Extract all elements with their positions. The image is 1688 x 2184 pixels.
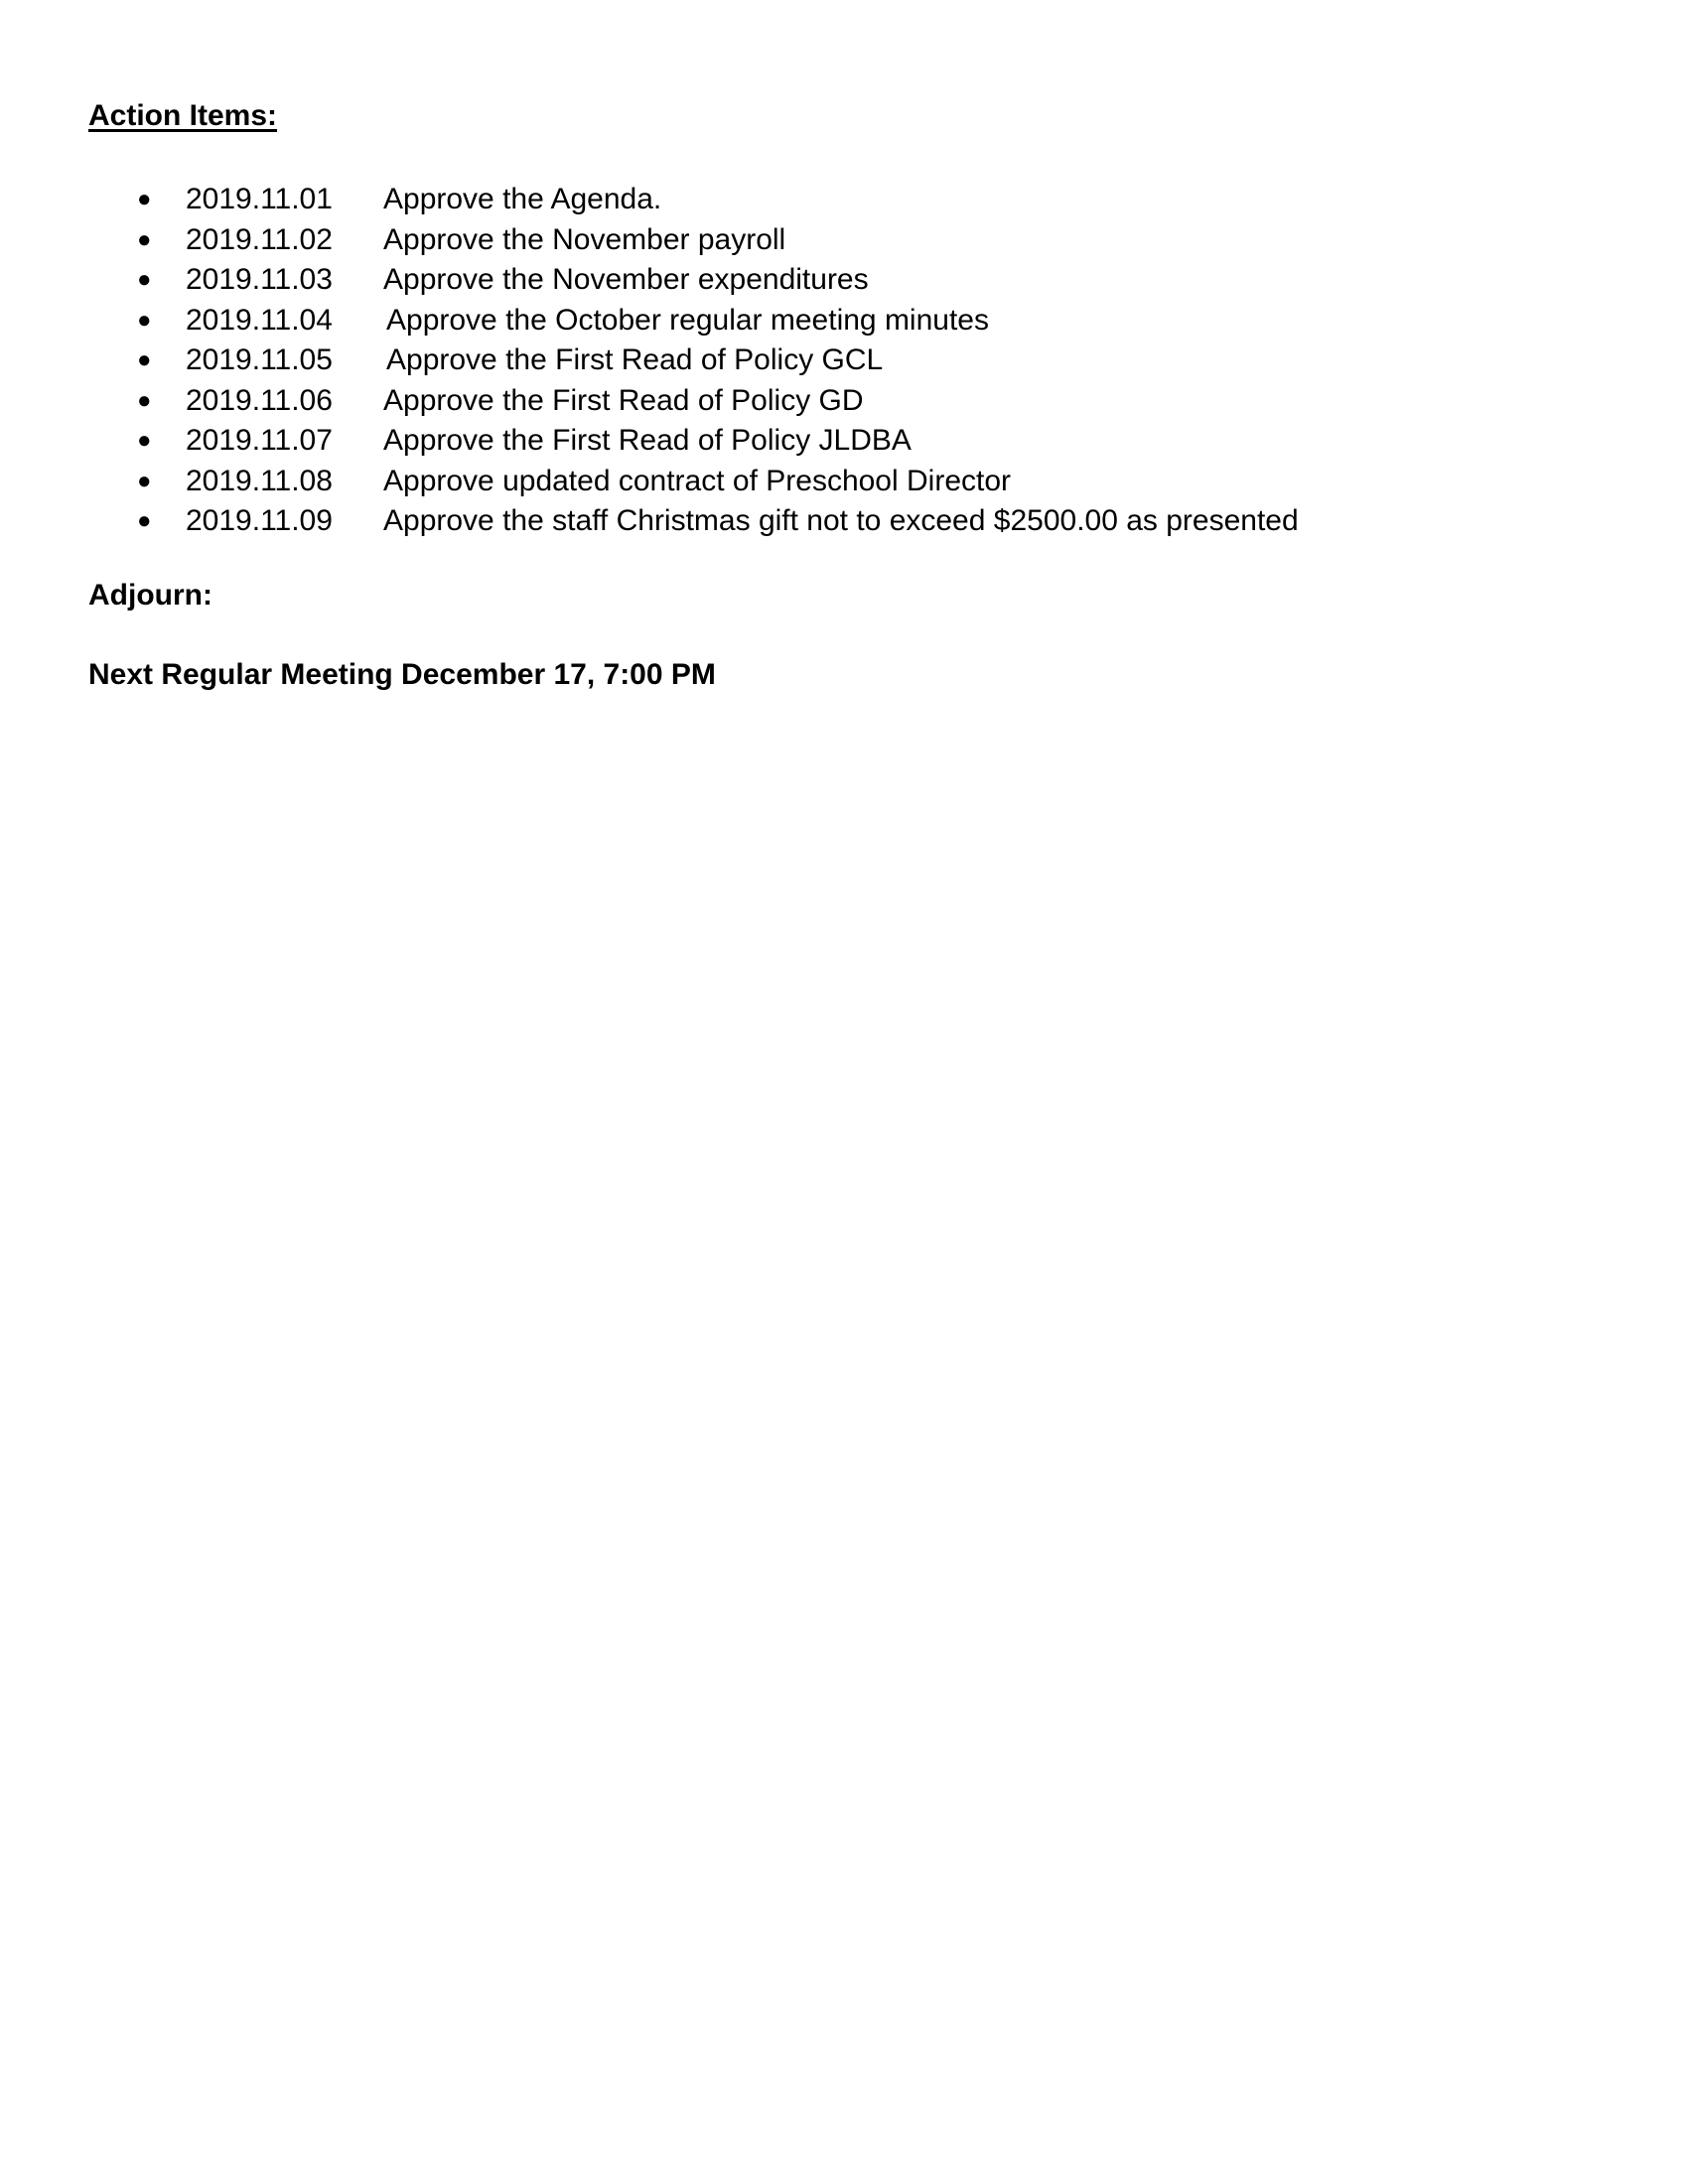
item-text: Approve updated contract of Preschool Director — [383, 464, 1012, 497]
list-item — [0, 421, 1489, 462]
item-code: 2019.11.09 — [186, 504, 333, 537]
bullet-icon: ● — [137, 186, 152, 212]
item-text: Approve the First Read of Policy JLDBA — [383, 424, 912, 457]
list-item — [0, 341, 1489, 381]
list-item — [0, 180, 1489, 220]
item-code: 2019.11.03 — [186, 263, 333, 296]
next-meeting-note: Next Regular Meeting December 17, 7:00 PM — [88, 658, 716, 691]
bullet-icon: ● — [137, 225, 152, 253]
bullet-icon: ● — [137, 427, 152, 454]
bullet-icon: ● — [137, 346, 152, 373]
item-text: Approve the November expenditures — [383, 263, 869, 296]
bullet-icon: ● — [137, 467, 152, 494]
item-text: Approve the November payroll — [383, 222, 786, 256]
item-code: 2019.11.01 — [186, 183, 333, 215]
item-code: 2019.11.08 — [186, 464, 333, 497]
item-text: Approve the Agenda. — [383, 183, 662, 215]
item-code: 2019.11.05 — [186, 343, 333, 376]
list-item — [0, 381, 1489, 422]
item-text: Approve the staff Christmas gift not to exceed $2500.00 as presented — [383, 504, 1299, 537]
bullet-icon: ● — [137, 386, 152, 414]
item-text: Approve the October regular meeting minutes — [386, 303, 989, 337]
list-item — [0, 501, 1489, 542]
item-code: 2019.11.07 — [186, 424, 333, 457]
item-code: 2019.11.04 — [186, 303, 333, 337]
list-item — [0, 462, 1489, 502]
list-item — [0, 301, 1489, 341]
item-code: 2019.11.06 — [186, 383, 333, 417]
bullet-icon: ● — [137, 266, 152, 293]
item-text: Approve the First Read of Policy GCL — [386, 343, 884, 376]
bullet-icon: ● — [137, 507, 152, 534]
adjourn-heading: Adjourn: — [88, 579, 212, 612]
action-items-heading: Action Items: — [88, 99, 278, 132]
item-code: 2019.11.02 — [186, 222, 333, 256]
list-item — [0, 220, 1489, 261]
bullet-icon: ● — [137, 306, 152, 334]
action-items-list — [0, 180, 1489, 542]
list-item — [0, 260, 1489, 301]
item-text: Approve the First Read of Policy GD — [383, 383, 864, 417]
